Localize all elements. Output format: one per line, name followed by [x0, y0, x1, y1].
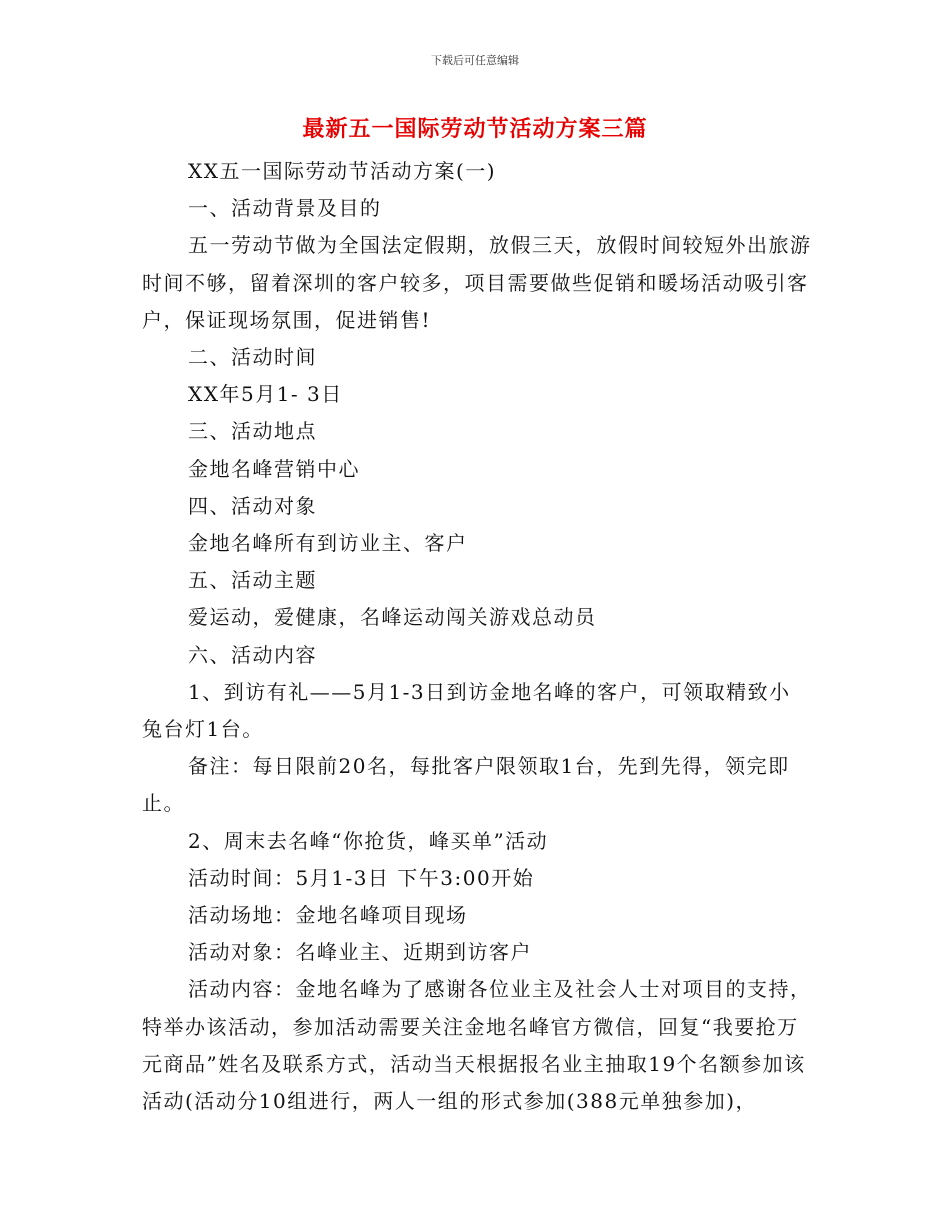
document-body — [142, 153, 812, 1120]
body-paragraph: 活动对象：名峰业主、近期到访客户 — [188, 940, 532, 965]
section-heading: XX五一国际劳动节活动方案(一) — [188, 159, 497, 183]
body-paragraph: 1、到访有礼——5月1-3日到访金地名峰的客户，可领取精致小兔台灯1台。 — [142, 679, 791, 742]
section-heading: 一、活动背景及目的 — [188, 196, 382, 221]
body-paragraph: 备注：每日限前20名，每批客户限领取1台，先到先得，领完即止。 — [142, 754, 790, 816]
body-paragraph: 金地名峰所有到访业主、客户 — [188, 531, 468, 556]
body-paragraph: 金地名峰营销中心 — [188, 456, 360, 481]
body-paragraph: 爱运动，爱健康，名峰运动闯关游戏总动员 — [188, 605, 597, 630]
document-title: 最新五一国际劳动节活动方案三篇 — [302, 117, 648, 142]
section-heading: 五、活动主题 — [188, 568, 317, 593]
section-heading: 四、活动对象 — [188, 493, 317, 518]
section-heading: 六、活动内容 — [188, 642, 317, 667]
body-paragraph: 活动时间：5月1-3日 下午3:00开始 — [188, 865, 535, 890]
body-paragraph: XX年5月1- 3日 — [188, 382, 343, 407]
section-heading: 二、活动时间 — [188, 345, 317, 370]
body-paragraph: 2、周末去名峰“你抢货，峰买单”活动 — [188, 828, 549, 853]
body-paragraph: 五一劳动节做为全国法定假期，放假三天，放假时间较短外出旅游时间不够，留着深圳的客户较多，项目需要做些促销和暖场活动吸引客户，保证现场氛围，促进销售! — [142, 233, 812, 332]
section-heading: 三、活动地点 — [188, 419, 317, 444]
body-paragraph: 活动内容：金地名峰为了感谢各位业主及社会人士对项目的支持，特举办该活动，参加活动需要关注金地名峰官方微信，回复“我要抢万元商品”姓名及联系方式，活动当天根据报名业主抽取19个名额参加该活动(活动分10组进行，两人一组的形式参加(388元单独参加)， — [142, 977, 812, 1114]
body-paragraph: 活动场地：金地名峰项目现场 — [188, 903, 468, 928]
page-header-note: 下载后可任意编辑 — [431, 54, 519, 67]
